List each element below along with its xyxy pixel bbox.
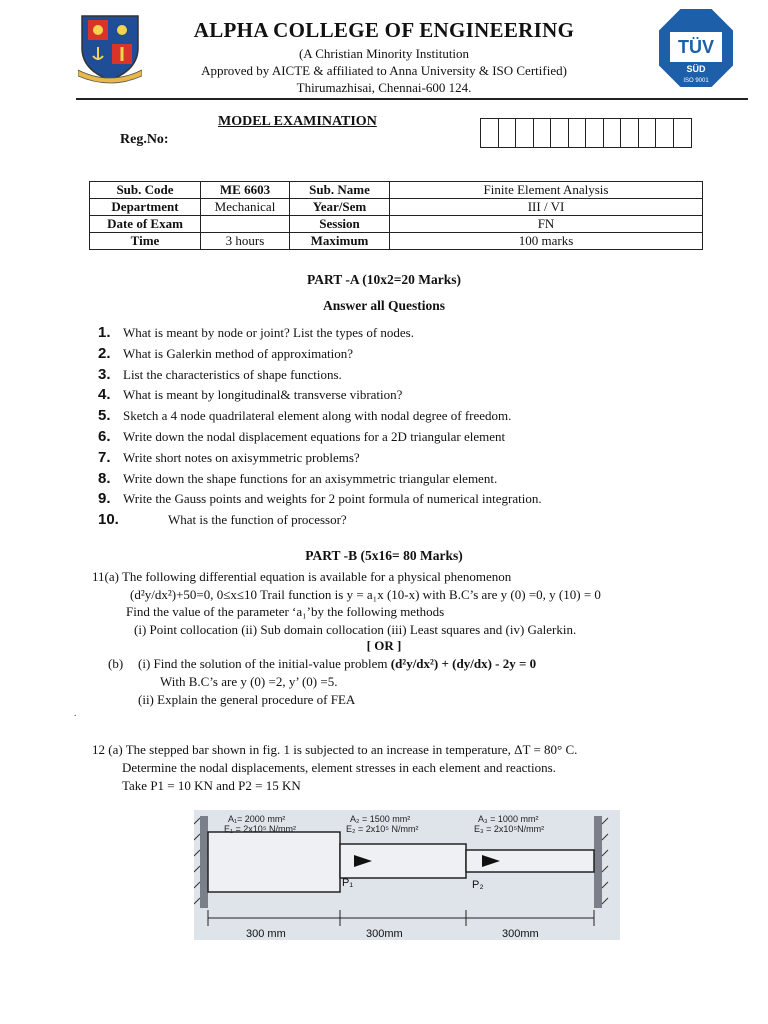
seg3-area: A₃ = 1000 mm² bbox=[478, 814, 539, 824]
info-cell: ME 6603 bbox=[201, 182, 290, 199]
reg-no-box[interactable] bbox=[499, 119, 517, 147]
info-cell: Session bbox=[290, 216, 390, 233]
q11a-line3: Find the value of the parameter ‘a₁’by the following methods bbox=[126, 604, 445, 619]
question-item bbox=[98, 490, 542, 507]
question-text: Write down the shape functions for an axisymmetric triangular element. bbox=[123, 470, 498, 486]
address-line: Thirumazhisai, Chennai-600 124. bbox=[296, 80, 472, 95]
seg3-modulus: E₃ = 2x10⁵N/mm² bbox=[474, 824, 545, 834]
q11b-line2: With B.C’s are y (0) =2, y’ (0) =5. bbox=[160, 674, 338, 689]
tuv-sub: SÜD bbox=[686, 64, 706, 74]
question-number: 4. bbox=[98, 386, 111, 404]
question-number: 10. bbox=[98, 511, 119, 529]
question-number: 6. bbox=[98, 428, 111, 445]
info-cell: Mechanical bbox=[201, 199, 290, 216]
part-b-title: PART -B (5x16= 80 Marks) bbox=[305, 548, 463, 563]
question-text: What is meant by longitudinal& transverse vibration? bbox=[123, 387, 403, 403]
seg2-area: A₂ = 1500 mm² bbox=[350, 814, 411, 824]
question-text: What is the function of processor? bbox=[168, 512, 347, 528]
q11b-line1 bbox=[138, 656, 536, 672]
header-divider bbox=[76, 98, 748, 100]
info-cell: III / VI bbox=[390, 199, 703, 216]
question-item bbox=[98, 324, 414, 341]
question-item bbox=[98, 366, 342, 383]
length-seg2: 300mm bbox=[366, 928, 403, 940]
exam-title: MODEL EXAMINATION bbox=[218, 114, 377, 129]
length-seg1: 300 mm bbox=[246, 928, 286, 940]
info-cell bbox=[201, 216, 290, 233]
question-number: 7. bbox=[98, 448, 111, 466]
length-seg3: 300mm bbox=[502, 928, 539, 940]
question-text: List the characteristics of shape functions. bbox=[123, 366, 342, 382]
seg1-area: A₁= 2000 mm² bbox=[228, 814, 286, 824]
info-row bbox=[90, 233, 703, 250]
info-row bbox=[90, 182, 703, 199]
question-item bbox=[98, 470, 497, 487]
seg2-modulus: E₂ = 2x10⁵ N/mm² bbox=[346, 824, 419, 834]
reg-no-label: Reg.No: bbox=[120, 132, 169, 147]
approval-line: Approved by AICTE & affiliated to Anna University & ISO Certified) bbox=[201, 63, 567, 78]
part-a-instruction: Answer all Questions bbox=[322, 298, 445, 313]
question-item bbox=[98, 345, 353, 362]
reg-no-box[interactable] bbox=[551, 119, 569, 147]
info-cell: 100 marks bbox=[390, 233, 703, 250]
question-text: What is meant by node or joint? List the types of nodes. bbox=[123, 325, 414, 340]
exam-info-table bbox=[89, 181, 703, 250]
question-item bbox=[98, 386, 402, 403]
reg-no-box[interactable] bbox=[674, 119, 692, 147]
institution-status: (A Christian Minority Institution bbox=[298, 46, 470, 61]
question-item bbox=[98, 428, 505, 445]
q11a-line1: 11(a) The following differential equation is available for a physical phenomenon bbox=[92, 569, 512, 584]
info-cell: Maximum bbox=[290, 233, 390, 250]
question-number: 2. bbox=[98, 344, 111, 362]
reg-no-box[interactable] bbox=[656, 119, 674, 147]
question-text: Sketch a 4 node quadrilateral element along with nodal degree of freedom. bbox=[123, 408, 512, 424]
q11b-equation: (d²y/dx²) + (dy/dx) - 2y = 0 bbox=[390, 656, 537, 671]
reg-no-box[interactable] bbox=[569, 119, 587, 147]
q11b-line1-text: (i) Find the solution of the initial-value problem bbox=[138, 656, 391, 671]
seg1-modulus: E₁ = 2x10⁵ N/mm² bbox=[224, 824, 297, 834]
q11b-line3: (ii) Explain the general procedure of FEA bbox=[138, 692, 356, 707]
q11a-line4: (i) Point collocation (ii) Sub domain collocation (iii) Least squares and (iv) Galerkin. bbox=[134, 622, 577, 637]
reg-no-box[interactable] bbox=[639, 119, 657, 147]
tuv-certification-logo bbox=[656, 6, 736, 90]
q11b-label: (b) bbox=[108, 656, 124, 671]
info-cell: Department bbox=[90, 199, 201, 216]
part-a-title: PART -A (10x2=20 Marks) bbox=[306, 272, 462, 287]
reg-no-box[interactable] bbox=[481, 119, 499, 147]
q11a-line2: (d²y/dx²)+50=0, 0≤x≤10 Trail function is y = a₁x (10-x) with B.C’s are y (0) =0, y (10) = 0 bbox=[130, 587, 601, 602]
reg-no-boxes[interactable] bbox=[480, 118, 692, 148]
info-cell: Sub. Name bbox=[290, 182, 390, 199]
info-cell: FN bbox=[390, 216, 703, 233]
question-item bbox=[98, 511, 347, 528]
college-name: ALPHA COLLEGE OF ENGINEERING bbox=[193, 18, 575, 42]
info-cell: Finite Element Analysis bbox=[390, 182, 703, 199]
info-cell: Year/Sem bbox=[290, 199, 390, 216]
question-number: 8. bbox=[98, 469, 111, 487]
tuv-mark: TÜV bbox=[678, 37, 714, 57]
reg-no-box[interactable] bbox=[586, 119, 604, 147]
load-p2-label: P₂ bbox=[472, 879, 484, 891]
question-text: Write short notes on axisymmetric problems? bbox=[123, 449, 360, 465]
load-p1-label: P₁ bbox=[342, 877, 354, 889]
or-separator: [ OR ] bbox=[366, 638, 402, 653]
info-row bbox=[90, 216, 703, 233]
question-number: 3. bbox=[98, 365, 111, 383]
question-text: What is Galerkin method of approximation? bbox=[123, 345, 353, 361]
question-number: 1. bbox=[98, 324, 111, 341]
question-item bbox=[98, 449, 360, 466]
stepped-bar-figure bbox=[194, 810, 620, 940]
q12-line3: Take P1 = 10 KN and P2 = 15 KN bbox=[122, 778, 301, 793]
reg-no-box[interactable] bbox=[604, 119, 622, 147]
q12-line2: Determine the nodal displacements, element stresses in each element and reactions. bbox=[122, 760, 556, 775]
reg-no-box[interactable] bbox=[534, 119, 552, 147]
reg-no-box[interactable] bbox=[516, 119, 534, 147]
info-cell: Time bbox=[90, 233, 201, 250]
tuv-iso: ISO 9001 bbox=[683, 78, 709, 84]
reg-no-box[interactable] bbox=[621, 119, 639, 147]
q12-line1: 12 (a) The stepped bar shown in fig. 1 is subjected to an increase in temperature, ΔT = 80° C. bbox=[92, 742, 578, 757]
info-cell: 3 hours bbox=[201, 233, 290, 250]
question-text: Write down the nodal displacement equations for a 2D triangular element bbox=[123, 429, 506, 444]
stray-dot: . bbox=[74, 708, 77, 718]
question-item bbox=[98, 407, 511, 424]
question-text: Write the Gauss points and weights for 2 point formula of numerical integration. bbox=[123, 491, 542, 507]
info-cell: Sub. Code bbox=[90, 182, 201, 199]
question-number: 9. bbox=[98, 490, 111, 508]
question-number: 5. bbox=[98, 407, 111, 425]
info-cell: Date of Exam bbox=[90, 216, 201, 233]
info-row bbox=[90, 199, 703, 216]
